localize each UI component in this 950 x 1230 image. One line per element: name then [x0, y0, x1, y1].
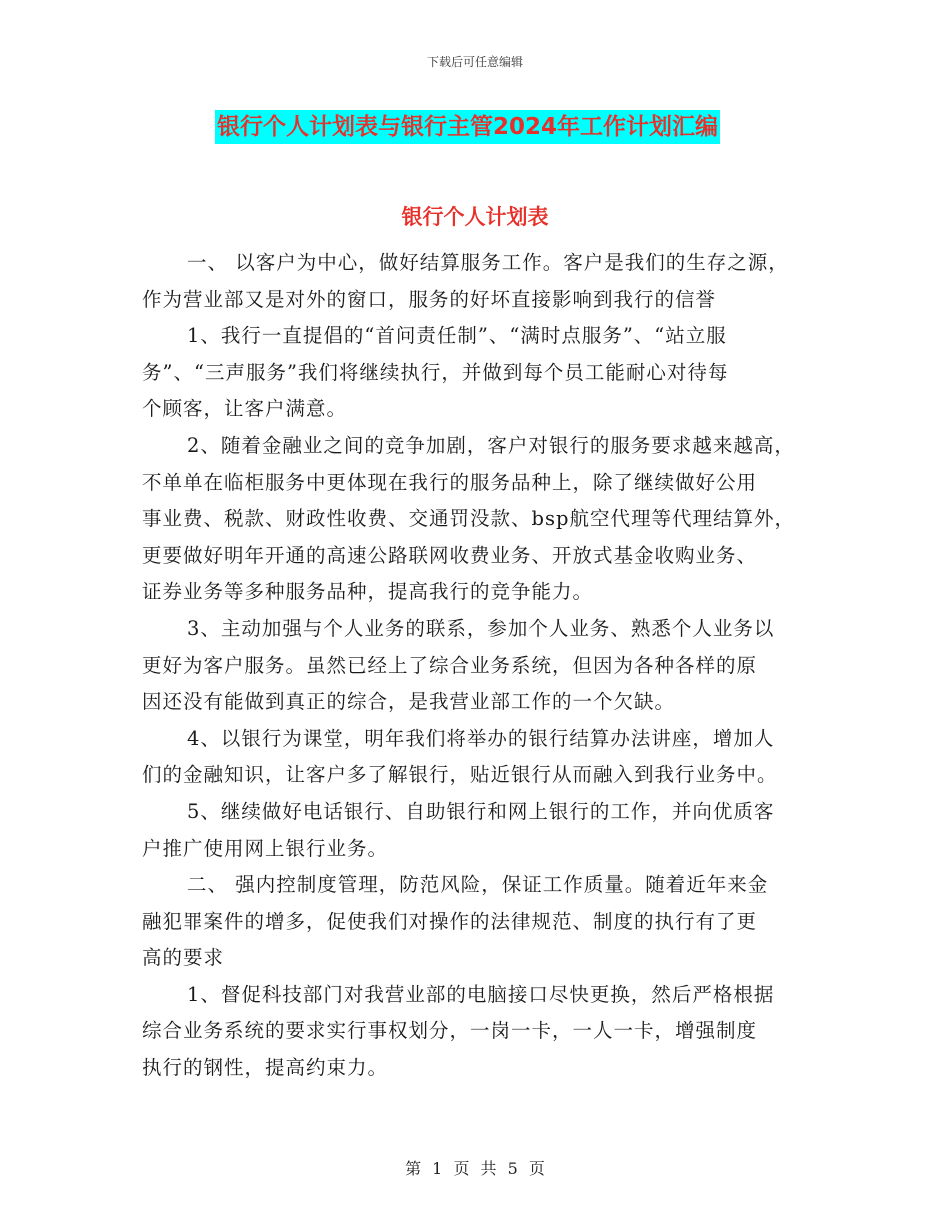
paragraph: [142, 318, 822, 428]
paragraph-line: 一、 以客户为中心，做好结算服务工作。客户是我们的生存之源，: [187, 251, 789, 274]
paragraph: [142, 611, 822, 721]
paragraph-line: 证券业务等多种服务品种，提高我行的竞争能力。: [142, 580, 594, 604]
header-note: 下载后可任意编辑: [426, 55, 523, 69]
paragraph-line: 高的要求: [142, 946, 225, 970]
paragraph-line: 1、我行一直提倡的“首问责任制”、“满时点服务”、“站立服: [187, 324, 727, 348]
paragraph-line: 更要做好明年开通的高速公路联网收费业务、开放式基金收购业务、: [142, 543, 758, 567]
paragraph: [142, 721, 822, 794]
paragraph-line: 执行的钢性，提高约束力。: [142, 1056, 389, 1080]
document-body: [142, 245, 822, 1087]
paragraph-line: 更好为客户服务。虽然已经上了综合业务系统，但因为各种各样的原: [142, 653, 758, 677]
paragraph-line: 不单单在临柜服务中更体现在我行的服务品种上，除了继续做好公用: [142, 470, 758, 494]
paragraph-line: 因还没有能做到真正的综合，是我营业部工作的一个欠缺。: [142, 690, 676, 714]
document-title: 银行个人计划表与银行主管2024年工作计划汇编: [215, 110, 720, 144]
paragraph: [142, 428, 822, 611]
paragraph-line: 个顾客，让客户满意。: [142, 397, 348, 421]
paragraph-line: 作为营业部又是对外的窗口，服务的好坏直接影响到我行的信誉: [142, 287, 717, 311]
document-title-container: [215, 110, 720, 144]
paragraph-line: 1、督促科技部门对我营业部的电脑接口尽快更换，然后严格根据: [187, 982, 775, 1006]
page-footer: 第 1 页 共 5 页: [405, 1159, 545, 1178]
paragraph: [142, 867, 822, 977]
paragraph-line: 事业费、税款、财政性收费、交通罚没款、bsp航空代理等代理结算外，: [142, 507, 795, 531]
paragraph-line: 二、 强内控制度管理，防范风险，保证工作质量。随着近年来金: [187, 873, 769, 897]
paragraph: [142, 794, 822, 867]
paragraph-line: 们的金融知识，让客户多了解银行，贴近银行从而融入到我行业务中。: [142, 763, 778, 787]
paragraph-line: 融犯罪案件的增多，促使我们对操作的法律规范、制度的执行有了更: [142, 909, 758, 933]
paragraph-line: 3、主动加强与个人业务的联系，参加个人业务、熟悉个人业务以: [187, 616, 775, 640]
paragraph-line: 2、随着金融业之间的竞争加剧，客户对银行的服务要求越来越高，: [187, 433, 795, 457]
paragraph-line: 4、以银行为课堂，明年我们将举办的银行结算办法讲座，增加人: [187, 726, 775, 750]
paragraph-line: 5、继续做好电话银行、自助银行和网上银行的工作，并向优质客: [187, 799, 775, 823]
paragraph: [142, 977, 822, 1087]
paragraph-line: 户推广使用网上银行业务。: [142, 836, 389, 860]
paragraph-line: 务”、“三声服务”我们将继续执行，并做到每个员工能耐心对待每: [142, 360, 729, 384]
paragraph: [142, 245, 822, 318]
paragraph-line: 综合业务系统的要求实行事权划分，一岗一卡，一人一卡，增强制度: [142, 1019, 758, 1043]
section-title: 银行个人计划表: [401, 205, 549, 229]
